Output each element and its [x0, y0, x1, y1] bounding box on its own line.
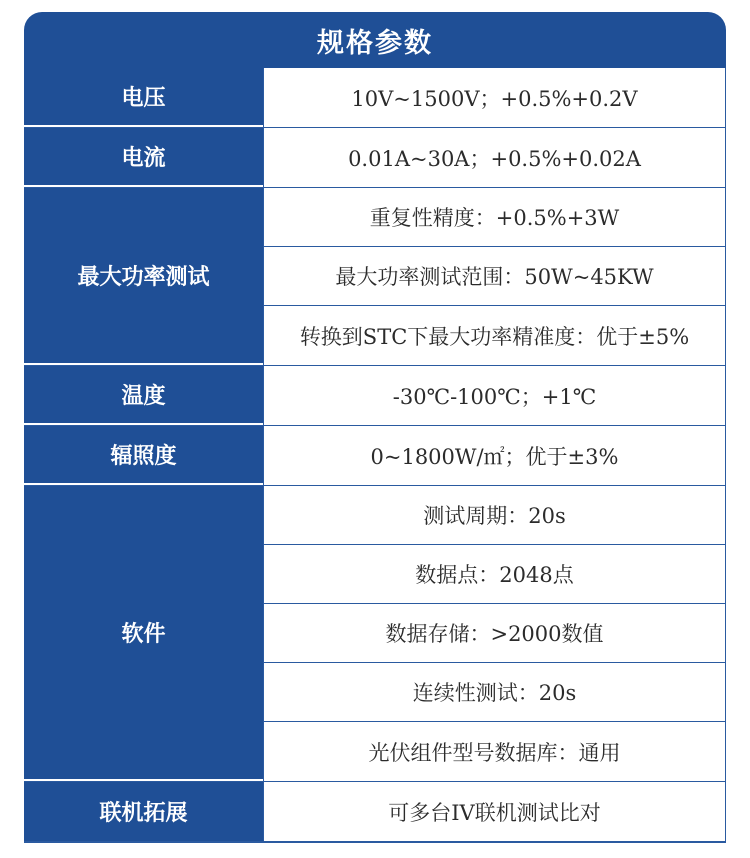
spec-label: 最大功率测试: [24, 188, 263, 365]
spec-value: 数据点：2048点: [264, 545, 725, 604]
spec-values: [263, 486, 726, 781]
spec-value: 连续性测试：20s: [264, 663, 725, 722]
spec-value: 光伏组件型号数据库：通用: [368, 740, 621, 765]
spec-row-temperature: [24, 366, 726, 426]
spec-label: 联机拓展: [24, 782, 263, 841]
spec-card: [24, 12, 726, 846]
spec-values: [263, 128, 726, 187]
spec-row-irradiance: [24, 426, 726, 486]
spec-values: [263, 426, 726, 485]
spec-value: -30℃-100℃；+1℃: [392, 384, 597, 409]
spec-value: 重复性精度：+0.5%+3W: [264, 188, 725, 247]
spec-label: 温度: [24, 366, 263, 425]
spec-table: [24, 68, 726, 843]
spec-value: 转换到STC下最大功率精准度：优于±5%: [299, 324, 690, 349]
spec-values: [263, 188, 726, 365]
spec-row-software: [24, 486, 726, 782]
spec-value: 10V~1500V；+0.5%+0.2V: [351, 86, 638, 111]
spec-row-networking: [24, 782, 726, 843]
spec-value: 数据存储：>2000数值: [264, 604, 725, 663]
spec-label: 电压: [24, 68, 263, 127]
spec-row-current: [24, 128, 726, 188]
spec-label: 软件: [24, 486, 263, 781]
spec-row-max-power: [24, 188, 726, 366]
spec-value: 测试周期：20s: [264, 486, 725, 545]
spec-values: [263, 68, 726, 127]
spec-value: 0~1800W/㎡；优于±3%: [370, 444, 619, 469]
spec-row-voltage: [24, 68, 726, 128]
spec-values: [263, 782, 726, 841]
spec-label: 电流: [24, 128, 263, 187]
spec-title: 规格参数: [24, 12, 726, 68]
spec-value: 可多台IV联机测试比对: [388, 800, 601, 825]
spec-value: 0.01A~30A；+0.5%+0.02A: [348, 146, 641, 171]
spec-label: 辐照度: [24, 426, 263, 485]
spec-values: [263, 366, 726, 425]
spec-value: 最大功率测试范围：50W~45KW: [264, 247, 725, 306]
